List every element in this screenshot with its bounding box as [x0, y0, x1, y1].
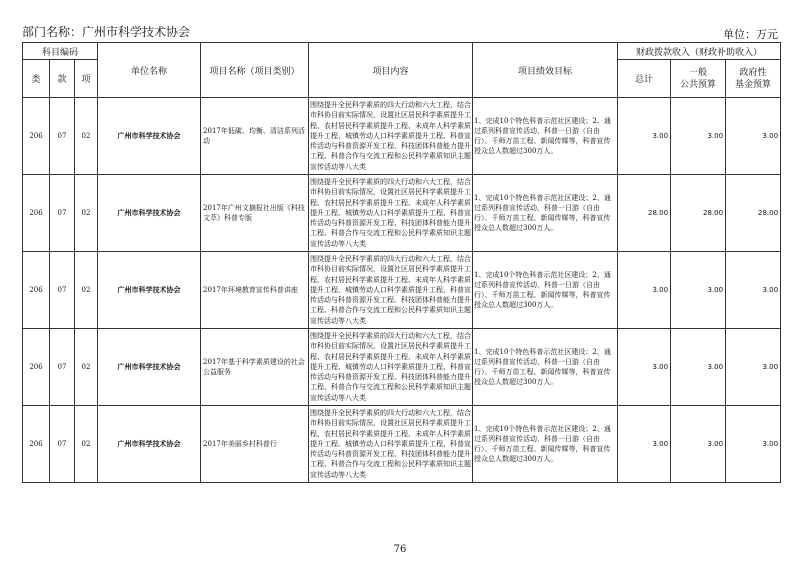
- fund-budget-header: 政府性 基金预算: [726, 60, 781, 98]
- general-budget-cell: 3.00: [671, 98, 726, 175]
- goal-cell: 1、完成10个特色科普示范社区建设；2、通过系列科普宣传活动，科普一日游（自由行）、千师万苗工程、新闻传媒等，科普宣传授众总人数超过300万人。: [473, 329, 618, 406]
- unit-cell: 广州市科学技术协会: [98, 406, 201, 483]
- lei-cell: 206: [23, 252, 50, 329]
- fund-budget-cell: 3.00: [726, 406, 781, 483]
- general-budget-cell: 3.00: [671, 406, 726, 483]
- page-number: 76: [393, 544, 407, 555]
- budget-table: [22, 42, 781, 483]
- total-cell: 3.00: [618, 98, 671, 175]
- kuan-header: 款: [50, 60, 75, 98]
- goal-cell: 1、完成10个特色科普示范社区建设；2、通过系列科普宣传活动，科普一日游（自由行）、千师万苗工程、新闻传媒等，科普宣传授众总人数超过300万人。: [473, 252, 618, 329]
- unit-cell: 广州市科学技术协会: [98, 175, 201, 252]
- xiang-cell: 02: [75, 175, 98, 252]
- project-cell: 2017年广州文摘报社出版《科技文萃》科普专版: [201, 175, 309, 252]
- unit-name-header: 单位名称: [98, 43, 201, 98]
- table-row: [23, 329, 781, 406]
- total-cell: 3.00: [618, 329, 671, 406]
- finance-group-header: 财政拨款收入（财政补助收入）: [618, 43, 781, 60]
- lei-cell: 206: [23, 98, 50, 175]
- table-row: [23, 406, 781, 483]
- unit-cell: 广州市科学技术协会: [98, 252, 201, 329]
- total-cell: 3.00: [618, 406, 671, 483]
- content-cell: 围绕提升全民科学素质的四大行动和六大工程，结合市科协目前实际情况，设置社区居民科学素质提升工程、农村居民科学素质提升工程、未成年人科学素质提升工程、城镇劳动人口科学素质提升工程、科普宣传活动与科普资源开发工程、科技团体科普能力提升工程、科普合作与交流工程和公民科学素质知识主题宣传活动等八大类: [309, 98, 473, 175]
- general-budget-cell: 28.00: [671, 175, 726, 252]
- total-cell: 28.00: [618, 175, 671, 252]
- lei-cell: 206: [23, 406, 50, 483]
- xiang-header: 项: [75, 60, 98, 98]
- table-row: [23, 175, 781, 252]
- goal-cell: 1、完成10个特色科普示范社区建设；2、通过系列科普宣传活动，科普一日游（自由行）、千师万苗工程、新闻传媒等，科普宣传授众总人数超过300万人。: [473, 175, 618, 252]
- general-budget-cell: 3.00: [671, 329, 726, 406]
- content-cell: 围绕提升全民科学素质的四大行动和六大工程，结合市科协目前实际情况，设置社区居民科学素质提升工程、农村居民科学素质提升工程、未成年人科学素质提升工程、城镇劳动人口科学素质提升工程、科普宣传活动与科普资源开发工程、科技团体科普能力提升工程、科普合作与交流工程和公民科学素质知识主题宣传活动等八大类: [309, 175, 473, 252]
- xiang-cell: 02: [75, 98, 98, 175]
- kuan-cell: 07: [50, 406, 75, 483]
- project-cell: 2017年美丽乡村科普行: [201, 406, 309, 483]
- xiang-cell: 02: [75, 406, 98, 483]
- kuan-cell: 07: [50, 252, 75, 329]
- content-cell: 围绕提升全民科学素质的四大行动和六大工程，结合市科协目前实际情况，设置社区居民科学素质提升工程、农村居民科学素质提升工程、未成年人科学素质提升工程、城镇劳动人口科学素质提升工程、科普宣传活动与科普资源开发工程、科技团体科普能力提升工程、科普合作与交流工程和公民科学素质知识主题宣传活动等八大类: [309, 406, 473, 483]
- table-row: [23, 98, 781, 175]
- table-row: [23, 252, 781, 329]
- total-header: 总计: [618, 60, 671, 98]
- total-cell: 3.00: [618, 252, 671, 329]
- xiang-cell: 02: [75, 252, 98, 329]
- department-name: 部门名称：广州市科学技术协会: [22, 25, 191, 39]
- xiang-cell: 02: [75, 329, 98, 406]
- kuan-cell: 07: [50, 175, 75, 252]
- project-cell: 2017年环境教育宣传科普讲座: [201, 252, 309, 329]
- kuan-cell: 07: [50, 329, 75, 406]
- project-cell: 2017年低碳、均衡、清洁系列活动: [201, 98, 309, 175]
- project-content-header: 项目内容: [309, 43, 473, 98]
- lei-cell: 206: [23, 329, 50, 406]
- goal-cell: 1、完成10个特色科普示范社区建设；2、通过系列科普宣传活动，科普一日游（自由行）、千师万苗工程、新闻传媒等，科普宣传授众总人数超过300万人。: [473, 406, 618, 483]
- general-budget-cell: 3.00: [671, 252, 726, 329]
- project-name-header: 项目名称（项目类别）: [201, 43, 309, 98]
- lei-cell: 206: [23, 175, 50, 252]
- performance-goal-header: 项目绩效目标: [473, 43, 618, 98]
- goal-cell: 1、完成10个特色科普示范社区建设；2、通过系列科普宣传活动，科普一日游（自由行）、千师万苗工程、新闻传媒等，科普宣传授众总人数超过300万人。: [473, 98, 618, 175]
- fund-budget-cell: 3.00: [726, 329, 781, 406]
- project-cell: 2017年基于科学素质建设的社会公益服务: [201, 329, 309, 406]
- fund-budget-cell: 3.00: [726, 252, 781, 329]
- unit-cell: 广州市科学技术协会: [98, 98, 201, 175]
- fund-budget-cell: 28.00: [726, 175, 781, 252]
- subject-code-header: 科目编码: [23, 43, 98, 60]
- content-cell: 围绕提升全民科学素质的四大行动和六大工程，结合市科协目前实际情况，设置社区居民科学素质提升工程、农村居民科学素质提升工程、未成年人科学素质提升工程、城镇劳动人口科学素质提升工程、科普宣传活动与科普资源开发工程、科技团体科普能力提升工程、科普合作与交流工程和公民科学素质知识主题宣传活动等八大类: [309, 329, 473, 406]
- content-cell: 围绕提升全民科学素质的四大行动和六大工程，结合市科协目前实际情况，设置社区居民科学素质提升工程、农村居民科学素质提升工程、未成年人科学素质提升工程、城镇劳动人口科学素质提升工程、科普宣传活动与科普资源开发工程、科技团体科普能力提升工程、科普合作与交流工程和公民科学素质知识主题宣传活动等八大类: [309, 252, 473, 329]
- unit-label: 单位：万元: [723, 28, 778, 41]
- fund-budget-cell: 3.00: [726, 98, 781, 175]
- unit-cell: 广州市科学技术协会: [98, 329, 201, 406]
- kuan-cell: 07: [50, 98, 75, 175]
- general-budget-header: 一般 公共预算: [671, 60, 726, 98]
- lei-header: 类: [23, 60, 50, 98]
